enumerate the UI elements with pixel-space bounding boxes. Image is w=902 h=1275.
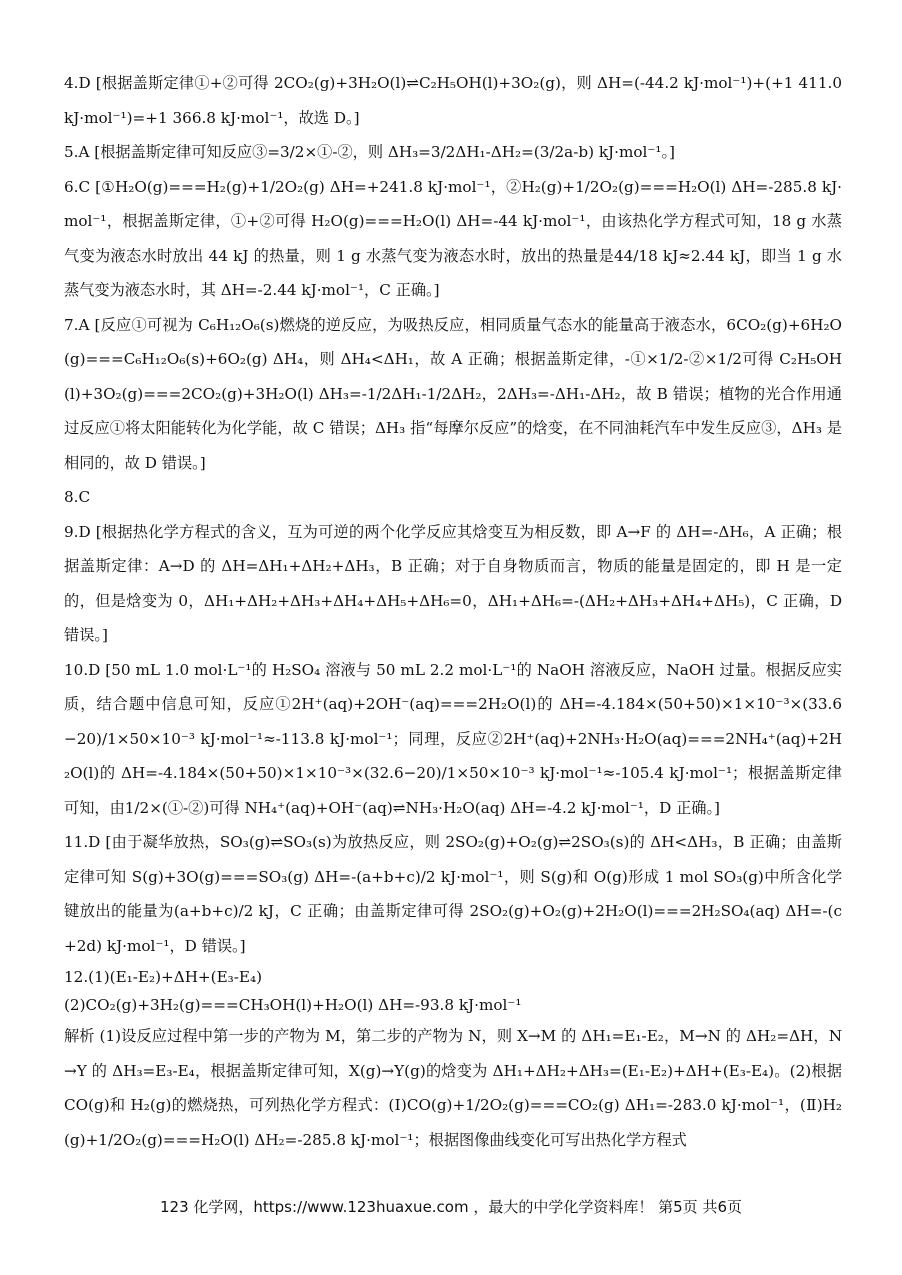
answer-q11: 11.D [由于凝华放热，SO₃(g)⇌SO₃(s)为放热反应，则 2SO₂(g)+O₂(g)⇌2SO₃(s)的 ΔH<ΔH₃，B 正确；由盖斯定律可知 S(g)+3O(g)===SO₃(g) ΔH=-(a+b+c)/2 kJ·mol⁻¹，则 S(g)和 O(g)形成 1 mol SO₃(g)中所含化学键放出的能量为(a+b+c)/2 kJ，C 正确；由盖斯定律可得 2SO₂(g)+O₂(g)+2H₂O(l)===2H₂SO₄(aq) ΔH=-(c+2d) kJ·mol⁻¹，D 错误。] — [64, 833, 843, 955]
answer-q4: 4.D [根据盖斯定律①+②可得 2CO₂(g)+3H₂O(l)⇌C₂H₅OH(l)+3O₂(g)，则 ΔH=(-44.2 kJ·mol⁻¹)+(+1 411.0 kJ·mol⁻¹)=+1 366.8 kJ·mol⁻¹，故选 D。] — [64, 74, 842, 127]
answer-q10: 10.D [50 mL 1.0 mol·L⁻¹的 H₂SO₄ 溶液与 50 mL 2.2 mol·L⁻¹的 NaOH 溶液反应，NaOH 过量。根据反应实质，结合题中信息可知，反应①2H⁺(aq)+2OH⁻(aq)===2H₂O(l)的 ΔH=-4.184×(50+50)×1×10⁻³×(33.6−20)/1×50×10⁻³ kJ·mol⁻¹≈-113.8 kJ·mol⁻¹；同理，反应②2H⁺(aq)+2NH₃·H₂O(aq)===2NH₄⁺(aq)+2H₂O(l)的 ΔH=-4.184×(50+50)×1×10⁻³×(32.6−20)/1×50×10⁻³ kJ·mol⁻¹≈-105.4 kJ·mol⁻¹；根据盖斯定律可知，由1/2×(①-②)可得 NH₄⁺(aq)+OH⁻(aq)⇌NH₃·H₂O(aq) ΔH=-4.2 kJ·mol⁻¹，D 正确。] — [64, 660, 842, 817]
answer-list — [64, 66, 842, 1157]
answer-q6: 6.C [①H₂O(g)===H₂(g)+1/2O₂(g) ΔH=+241.8 kJ·mol⁻¹，②H₂(g)+1/2O₂(g)===H₂O(l) ΔH=-285.8 kJ·mol⁻¹，根据盖斯定律，①+②可得 H₂O(g)===H₂O(l) ΔH=-44 kJ·mol⁻¹，由该热化学方程式可知，18 g 水蒸气变为液态水时放出 44 kJ 的热量，则 1 g 水蒸气变为液态水时，放出的热量是44/18 kJ≈2.44 kJ，即当 1 g 水蒸气变为液态水时，其 ΔH=-2.44 kJ·mol⁻¹，C 正确。] — [64, 177, 842, 299]
answer-q8: 8.C — [64, 488, 91, 506]
answer-q5: 5.A [根据盖斯定律可知反应③=3/2×①-②，则 ΔH₃=3/2ΔH₁-ΔH₂=(3/2a-b) kJ·mol⁻¹。] — [64, 143, 675, 161]
answer-q9: 9.D [根据热化学方程式的含义，互为可逆的两个化学反应其焓变互为相反数，即 A→F 的 ΔH=-ΔH₆，A 正确；根据盖斯定律：A→D 的 ΔH=ΔH₁+ΔH₂+ΔH₃，B 正确；对于自身物质而言，物质的能量是固定的，即 H 是一定的，但是焓变为 0，ΔH₁+ΔH₂+ΔH₃+ΔH₄+ΔH₅+ΔH₆=0，ΔH₁+ΔH₆=-(ΔH₂+ΔH₃+ΔH₄+ΔH₅)，C 正确，D 错误。] — [64, 522, 842, 644]
answer-q12-part1: 12.(1)(E₁-E₂)+ΔH+(E₃-E₄) — [64, 968, 262, 986]
answer-q12-analysis: 解析 (1)设反应过程中第一步的产物为 M，第二步的产物为 N，则 X→M 的 ΔH₁=E₁-E₂，M→N 的 ΔH₂=ΔH，N→Y 的 ΔH₃=E₃-E₄，根据盖斯定律可知，X(g)→Y(g)的焓变为 ΔH₁+ΔH₂+ΔH₃=(E₁-E₂)+ΔH+(E₃-E₄)。(2)根据 CO(g)和 H₂(g)的燃烧热，可列热化学方程式：(Ⅰ)CO(g)+1/2O₂(g)===CO₂(g) ΔH₁=-283.0 kJ·mol⁻¹，(Ⅱ)H₂(g)+1/2O₂(g)===H₂O(l) ΔH₂=-285.8 kJ·mol⁻¹；根据图像曲线变化可写出热化学方程式 — [64, 1027, 842, 1149]
page-footer: 123 化学网，https://www.123huaxue.com ，最大的中学化学资料库！ 第5页 共6页 — [159, 1198, 742, 1216]
answer-q12-part2: (2)CO₂(g)+3H₂(g)===CH₃OH(l)+H₂O(l) ΔH=-93.8 kJ·mol⁻¹ — [64, 996, 522, 1014]
answer-q7: 7.A [反应①可视为 C₆H₁₂O₆(s)燃烧的逆反应，为吸热反应，相同质量气态水的能量高于液态水，6CO₂(g)+6H₂O(g)===C₆H₁₂O₆(s)+6O₂(g) ΔH₄，则 ΔH₄<ΔH₁，故 A 正确；根据盖斯定律，-①×1/2-②×1/2可得 C₂H₅OH(l)+3O₂(g)===2CO₂(g)+3H₂O(l) ΔH₃=-1/2ΔH₁-1/2ΔH₂，2ΔH₃=-ΔH₁-ΔH₂，故 B 错误；植物的光合作用通过反应①将太阳能转化为化学能，故 C 错误；ΔH₃ 指“每摩尔反应”的焓变，在不同油耗汽车中发生反应③，ΔH₃ 是相同的，故 D 错误。] — [64, 315, 842, 472]
